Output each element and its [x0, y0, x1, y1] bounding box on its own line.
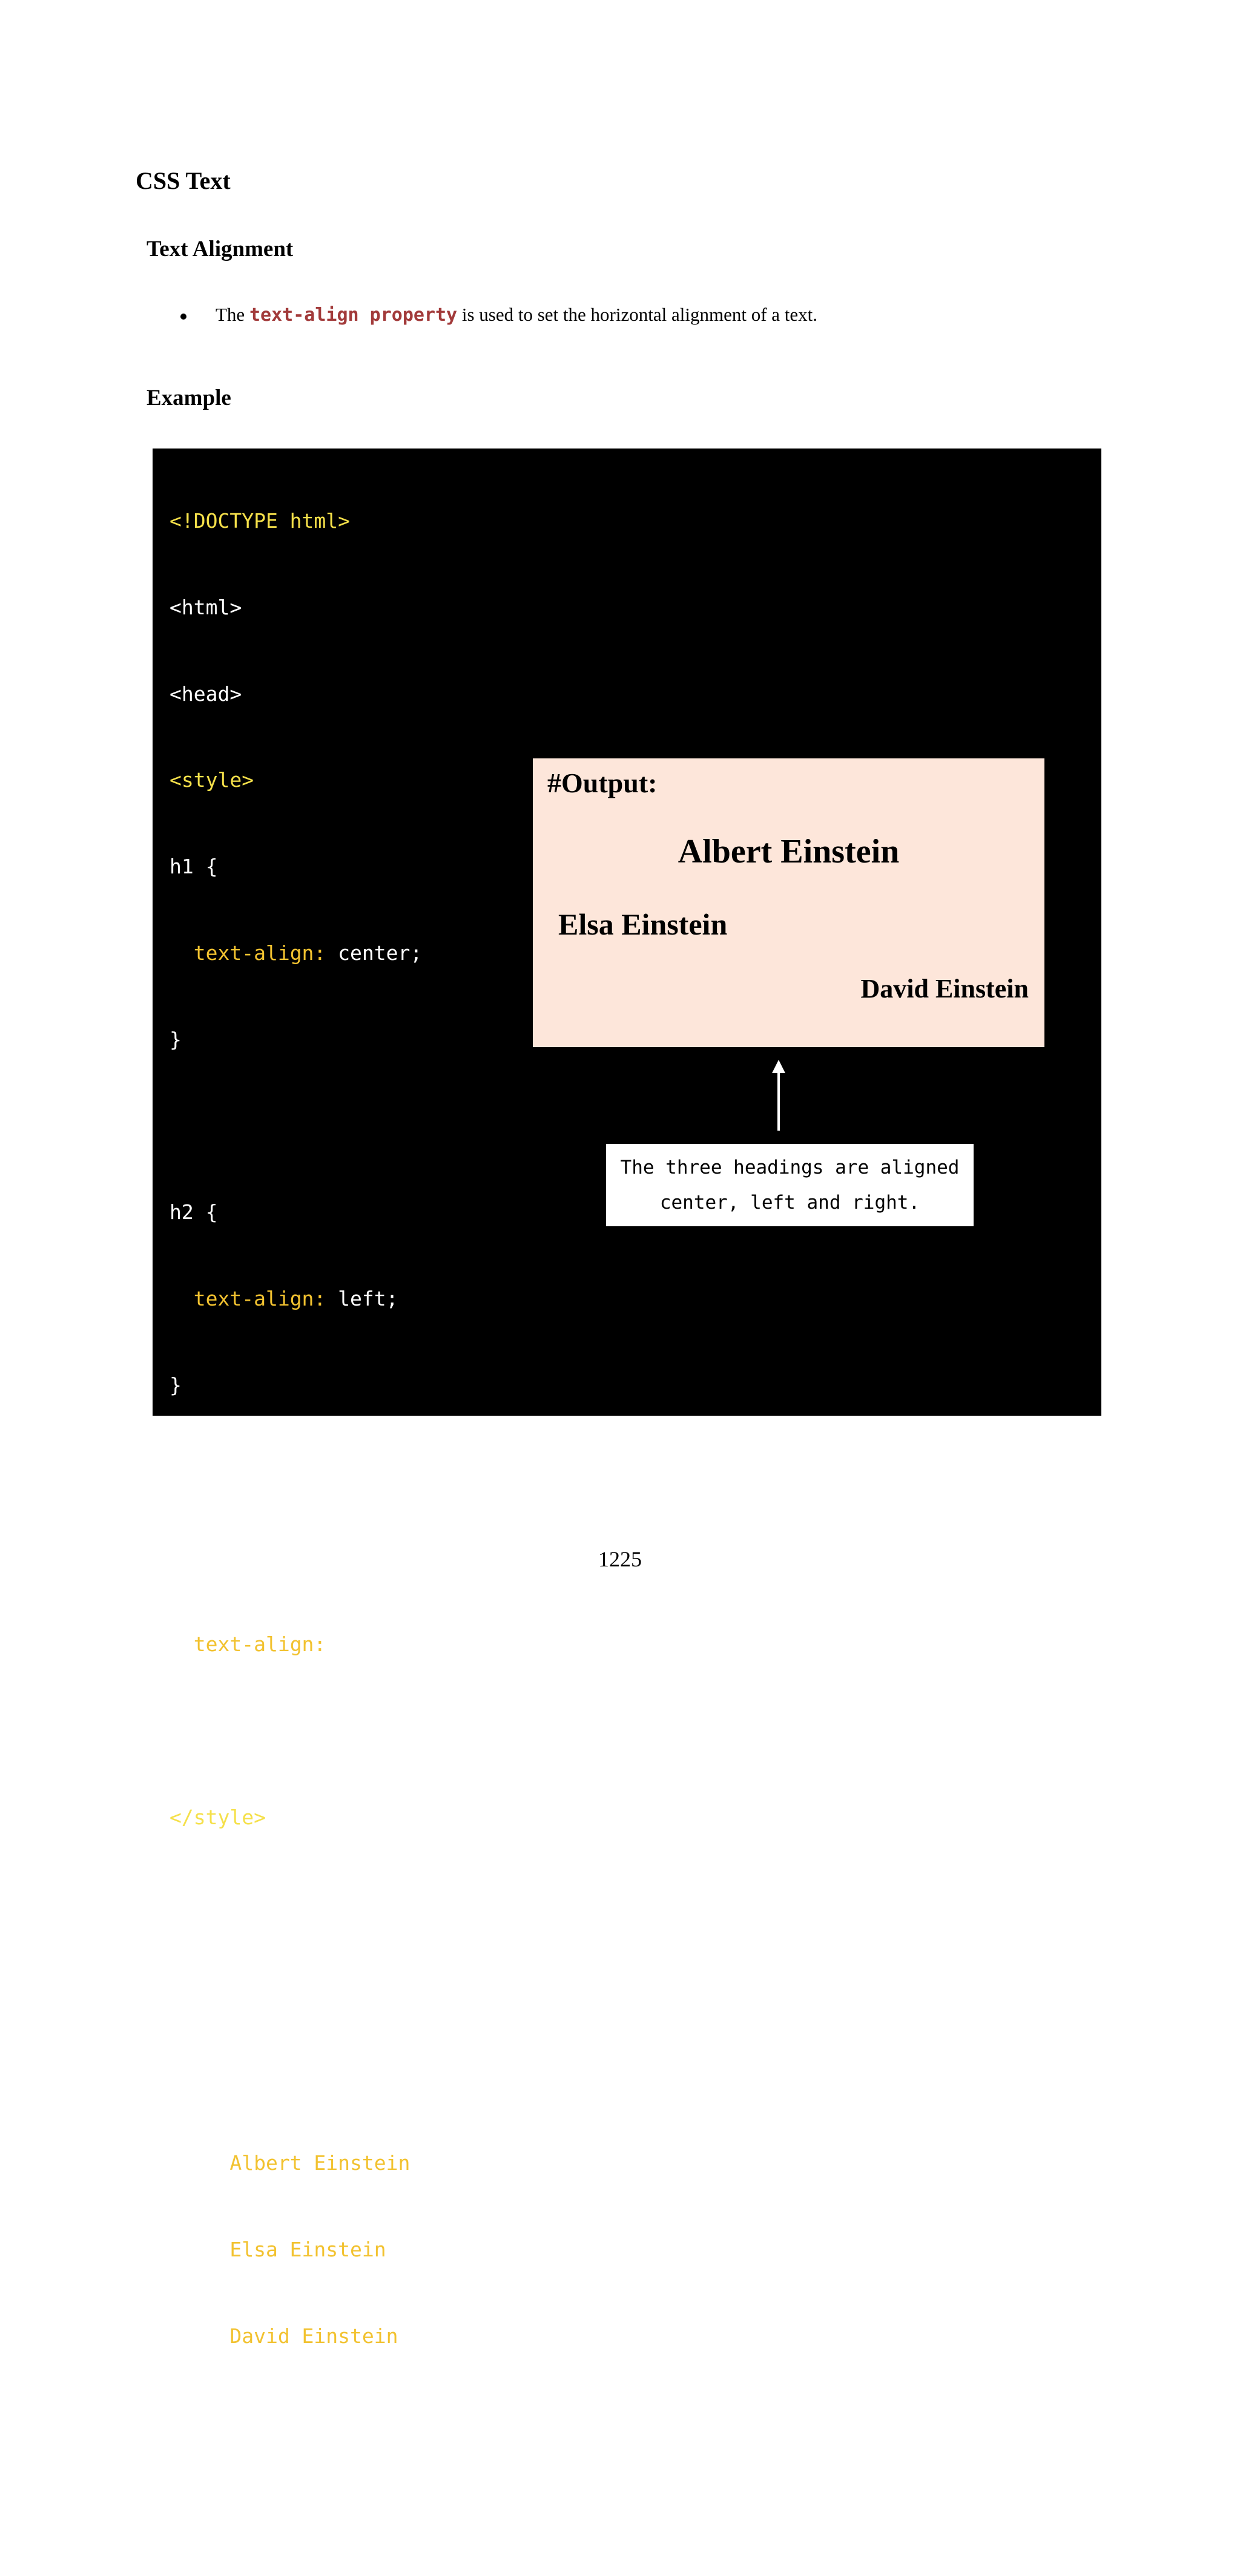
bullet-item — [180, 304, 817, 326]
code-line: } — [170, 1719, 182, 1743]
note-line: center, left and right. — [659, 1192, 920, 1214]
output-preview — [533, 758, 1044, 1047]
output-h2: Elsa Einstein — [558, 907, 728, 941]
code-line: </body> — [170, 2410, 254, 2434]
output-label: #Output: — [547, 767, 658, 798]
code-line: } — [170, 1373, 182, 1397]
section-title: CSS Text — [136, 167, 231, 194]
code-line — [170, 2144, 483, 2183]
inline-code: text-align property — [249, 304, 458, 326]
html-tag: <h2> — [170, 2237, 230, 2261]
code-line: h2 { — [170, 1200, 218, 1224]
code-line-blank — [170, 1453, 483, 1492]
html-tag: </h3> — [398, 2324, 470, 2348]
code-line: </html> — [170, 2497, 254, 2521]
page-number: 1225 — [598, 1547, 642, 1571]
css-property: text-align: — [193, 941, 326, 965]
note-line: The three headings are aligned — [620, 1157, 960, 1178]
code-line: <!DOCTYPE html> — [170, 509, 351, 533]
code-line — [170, 1625, 483, 1664]
html-text: Elsa Einstein — [229, 2237, 386, 2261]
code-line — [170, 1280, 483, 1319]
bullet-dot-icon — [180, 314, 186, 320]
code-line: </style> — [170, 1805, 266, 1829]
html-tag: </h2> — [386, 2237, 458, 2261]
annotation-note — [606, 1144, 974, 1226]
code-line — [170, 2230, 483, 2270]
code-line: <head> — [170, 682, 242, 706]
output-h3: David Einstein — [860, 974, 1029, 1004]
code-line-blank — [170, 1107, 483, 1146]
html-tag: </h1> — [410, 2151, 483, 2175]
css-property: text-align: — [193, 1632, 326, 1657]
code-line: <style> — [170, 768, 254, 792]
code-line — [170, 934, 483, 973]
code-line: h3 { — [170, 1546, 218, 1570]
css-value: left; — [326, 1287, 398, 1311]
arrow-shaft — [777, 1071, 780, 1131]
css-property: text-align: — [193, 1287, 326, 1311]
code-line-blank — [170, 1971, 483, 2011]
html-tag: <h3> — [170, 2324, 230, 2348]
css-value: center; — [326, 941, 423, 965]
code-line: <html> — [170, 595, 242, 619]
code-line — [170, 2317, 483, 2356]
code-line: <body> — [170, 2065, 242, 2089]
code-line: } — [170, 1027, 182, 1051]
output-h1: Albert Einstein — [678, 833, 900, 870]
html-tag: <h1> — [170, 2151, 230, 2175]
bullet-suffix: is used to set the horizontal alignment of a text. — [461, 304, 818, 325]
code-line: h1 { — [170, 855, 218, 879]
bullet-prefix: The — [216, 304, 245, 325]
html-text: Albert Einstein — [229, 2151, 411, 2175]
css-value: right; — [326, 1632, 411, 1657]
code-line: </head> — [170, 1891, 254, 1916]
example-label: Example — [147, 386, 231, 410]
subsection-title: Text Alignment — [147, 237, 294, 261]
html-text: David Einstein — [229, 2324, 398, 2348]
